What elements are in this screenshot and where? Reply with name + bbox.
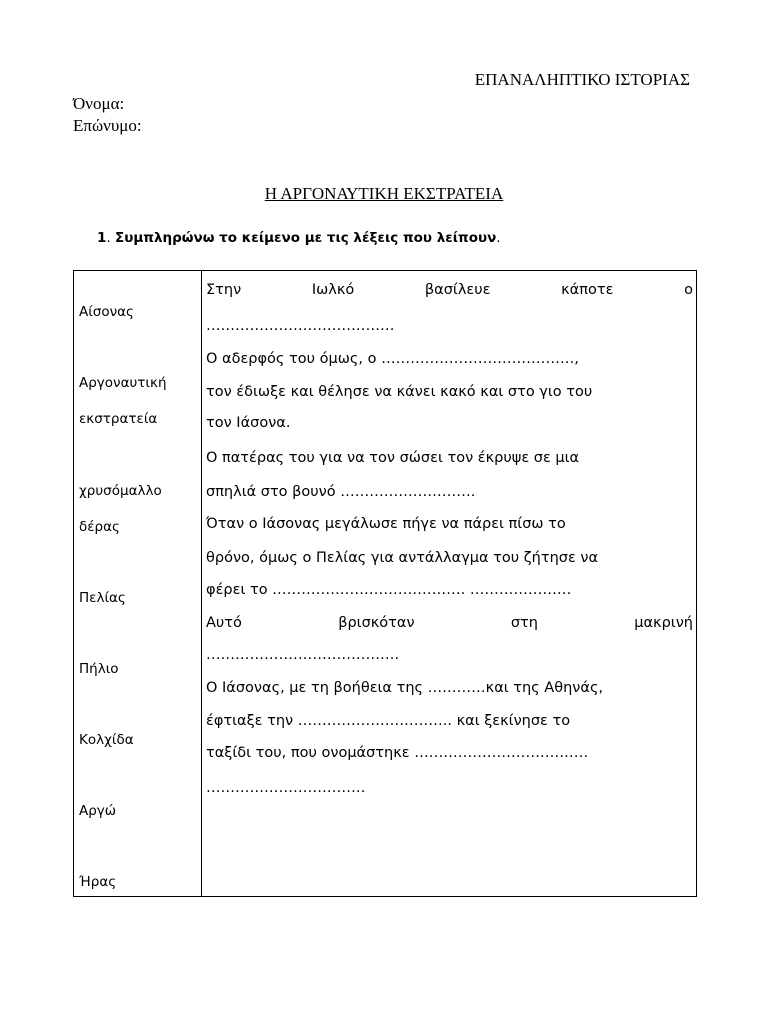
word-bank-item: Πήλιο — [79, 661, 119, 677]
passage-word: βασίλευε — [424, 282, 491, 298]
passage-line: Ο πατέρας του για να τον σώσει τον έκρυψε σε μια — [206, 450, 580, 466]
passage-line — [206, 613, 693, 633]
word-bank-item: Αίσονας — [79, 304, 134, 320]
word-bank-item: Πελίας — [79, 590, 126, 606]
passage-line: θρόνο, όμως ο Πελίας για αντάλλαγμα του ζήτησε να — [206, 550, 599, 566]
passage-line — [206, 280, 693, 300]
word-bank-item: χρυσόμαλλο — [79, 483, 162, 499]
passage-line: ………………………………… — [206, 318, 395, 334]
passage-line: …………………………… — [206, 780, 366, 796]
passage-line: σπηλιά στο βουνό ………………………. — [206, 484, 476, 500]
name-label: Όνομα: — [73, 94, 125, 113]
task-instruction: 1. Συμπληρώνω το κείμενο με τις λέξεις που λείπουν. — [97, 230, 501, 246]
passage-line: …………………………………. — [206, 647, 400, 663]
word-bank-item: εκστρατεία — [79, 411, 158, 427]
task-instruction-text: Συμπληρώνω το κείμενο με τις λέξεις που λείπουν — [115, 230, 497, 246]
passage-line: ταξίδι του, που ονομάστηκε ……………………………… — [206, 745, 589, 761]
word-bank-item: δέρας — [79, 519, 120, 535]
passage-word: Στην — [206, 282, 242, 298]
surname-label: Επώνυμο: — [73, 116, 142, 135]
passage-line: φέρει το …………………………………. ………………… — [206, 582, 572, 598]
exercise-table — [73, 270, 697, 897]
task-number: 1 — [97, 230, 107, 246]
passage-line: Ο Ιάσονας, με τη βοήθεια της …………και της Αθηνάς, — [206, 680, 604, 696]
section-title: Η ΑΡΓΟΝΑΥΤΙΚΗ ΕΚΣΤΡΑΤΕΙΑ — [264, 184, 504, 203]
word-bank-item: Κολχίδα — [79, 732, 134, 748]
passage-line: τον έδιωξε και θέλησε να κάνει κακό και στο γιο του — [206, 384, 593, 400]
passage-line: Ο αδερφός του όμως, ο …………………………………., — [206, 351, 579, 367]
passage-word: ο — [684, 282, 693, 298]
document-title: ΕΠΑΝΑΛΗΠΤΙΚΟ ΙΣΤΟΡΙΑΣ — [474, 70, 690, 89]
passage-word: βρισκόταν — [338, 615, 415, 631]
passage-line: Όταν ο Ιάσονας μεγάλωσε πήγε να πάρει πίσω το — [206, 516, 566, 532]
passage-word: μακρινή — [634, 615, 693, 631]
passage-word: στη — [510, 615, 538, 631]
passage-line: τον Ιάσονα. — [206, 415, 291, 431]
passage-word: Ιωλκό — [311, 282, 355, 298]
passage-line: έφτιαξε την ………………………….. και ξεκίνησε το — [206, 713, 571, 729]
word-bank-item: Αργοναυτική — [79, 375, 167, 391]
passage-word: Αυτό — [206, 615, 242, 631]
passage-word: κάποτε — [561, 282, 614, 298]
word-bank-column — [74, 271, 202, 896]
word-bank-item: Αργώ — [79, 803, 117, 819]
word-bank-item: Ήρας — [79, 874, 117, 890]
